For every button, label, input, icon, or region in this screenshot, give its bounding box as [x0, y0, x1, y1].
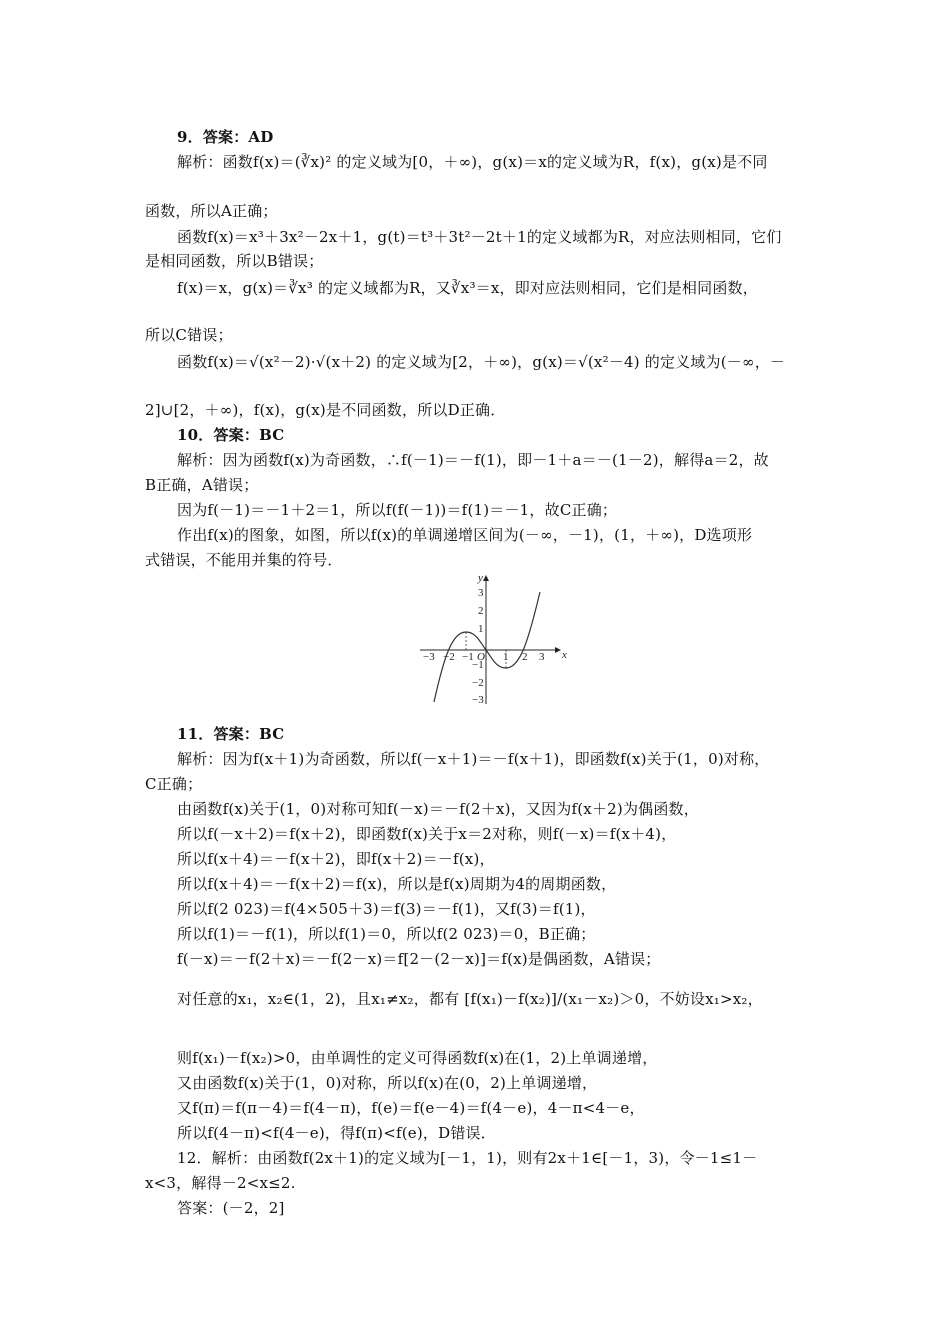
- q9-analysis-line-7: 函数f(x)＝√(x²－2)·√(x＋2) 的定义域为[2，＋∞)，g(x)＝√(x²－4) 的定义域为(－∞，－: [177, 353, 786, 371]
- q9-analysis-line-1: 解析：函数f(x)＝(∛x)² 的定义域为[0，＋∞)，g(x)＝x的定义域为R，f(x)，g(x)是不同: [177, 153, 768, 171]
- q9-analysis-line-3: 函数f(x)＝x³＋3x²－2x＋1，g(t)＝t³＋3t²－2t＋1的定义域都为R，对应法则相同，它们: [177, 228, 782, 246]
- q11-analysis-line-4: 所以f(－x＋2)＝f(x＋2)，即函数f(x)关于x＝2对称，则f(－x)＝f(x＋4)，: [177, 825, 677, 843]
- function-graph: [418, 572, 568, 707]
- x-tick: −3: [423, 651, 435, 663]
- y-tick: 1: [478, 623, 484, 635]
- y-tick: −3: [472, 694, 484, 706]
- x-tick: 1: [503, 651, 509, 663]
- q11-analysis-line-2: C正确；: [145, 775, 203, 793]
- q11-analysis-line-1: 解析：因为f(x＋1)为奇函数，所以f(－x＋1)＝－f(x＋1)，即函数f(x)关于(1，0)对称，: [177, 750, 770, 768]
- q11-analysis-line-10: 对任意的x₁，x₂∈(1，2)，且x₁≠x₂，都有 [f(x₁)－f(x₂)]/(x₁－x₂)＞0，不妨设x₁>x₂，: [177, 990, 763, 1008]
- y-axis-label: y: [478, 572, 483, 584]
- x-tick: −2: [443, 651, 455, 663]
- q9-analysis-line-2: 函数，所以A正确；: [145, 202, 278, 220]
- q9-analysis-line-4: 是相同函数，所以B错误；: [145, 252, 324, 270]
- q10-answer: 10．答案：BC: [177, 426, 285, 444]
- x-tick: −1: [462, 651, 474, 663]
- q11-answer: 11．答案：BC: [177, 725, 285, 743]
- origin-label: O: [477, 651, 485, 663]
- y-tick: 3: [478, 587, 484, 599]
- q11-analysis-line-12: 又由函数f(x)关于(1，0)对称，所以f(x)在(0，2)上单调递增，: [177, 1074, 598, 1092]
- x-axis-label: x: [562, 649, 567, 661]
- q9-analysis-line-6: 所以C错误；: [145, 326, 233, 344]
- x-tick: 2: [522, 651, 528, 663]
- q11-analysis-line-5: 所以f(x＋4)＝－f(x＋2)，即f(x＋2)＝－f(x)，: [177, 850, 495, 868]
- q11-analysis-line-7: 所以f(2 023)＝f(4×505＋3)＝f(3)＝－f(1)，又f(3)＝f(1)，: [177, 900, 596, 918]
- q10-analysis-line-3: 因为f(－1)＝－1＋2＝1，所以f(f(－1))＝f(1)＝－1，故C正确；: [177, 501, 618, 519]
- q9-analysis-line-5: f(x)＝x，g(x)＝∛x³ 的定义域都为R，又∛x³＝x，即对应法则相同，它们是相同函数，: [177, 279, 758, 297]
- x-tick: 3: [539, 651, 545, 663]
- q11-analysis-line-13: 又f(π)＝f(π－4)＝f(4－π)，f(e)＝f(e－4)＝f(4－e)，4－π<4－e，: [177, 1099, 645, 1117]
- q12-analysis-line-2: x<3，解得－2<x≤2.: [145, 1174, 296, 1192]
- q11-analysis-line-6: 所以f(x＋4)＝－f(x＋2)＝f(x)，所以是f(x)周期为4的周期函数，: [177, 875, 617, 893]
- q10-analysis-line-2: B正确，A错误；: [145, 476, 259, 494]
- y-tick: −1: [472, 659, 484, 671]
- q12-analysis-line-1: 12．解析：由函数f(2x＋1)的定义域为[－1，1)，则有2x＋1∈[－1，3)，令－1≤1－: [177, 1149, 758, 1167]
- q10-analysis-line-1: 解析：因为函数f(x)为奇函数，∴f(－1)＝－f(1)，即－1＋a＝－(1－2)，解得a＝2，故: [177, 451, 769, 469]
- q11-analysis-line-3: 由函数f(x)关于(1，0)对称可知f(－x)＝－f(2＋x)，又因为f(x＋2)为偶函数，: [177, 800, 699, 818]
- q9-answer: 9．答案：AD: [177, 128, 274, 146]
- q11-analysis-line-8: 所以f(1)＝－f(1)，所以f(1)＝0，所以f(2 023)＝0，B正确；: [177, 925, 596, 943]
- q11-analysis-line-14: 所以f(4－π)<f(4－e)，得f(π)<f(e)，D错误．: [177, 1124, 496, 1142]
- curve: [434, 592, 540, 702]
- q12-answer: 答案：(－2，2]: [177, 1199, 285, 1217]
- y-tick: −2: [472, 677, 484, 689]
- q9-analysis-line-8: 2]∪[2，＋∞)，f(x)，g(x)是不同函数，所以D正确．: [145, 401, 506, 419]
- q11-analysis-line-9: f(－x)＝－f(2＋x)＝－f(2－x)＝f[2－(2－x)]＝f(x)是偶函数，A错误；: [177, 950, 661, 968]
- q10-analysis-line-4: 作出f(x)的图象，如图，所以f(x)的单调递增区间为(－∞，－1)，(1，＋∞)，D选项形: [177, 526, 753, 544]
- y-tick: 2: [478, 605, 484, 617]
- q11-analysis-line-11: 则f(x₁)－f(x₂)>0，由单调性的定义可得函数f(x)在(1，2)上单调递增，: [177, 1049, 658, 1067]
- q10-analysis-line-5: 式错误，不能用并集的符号．: [145, 551, 343, 569]
